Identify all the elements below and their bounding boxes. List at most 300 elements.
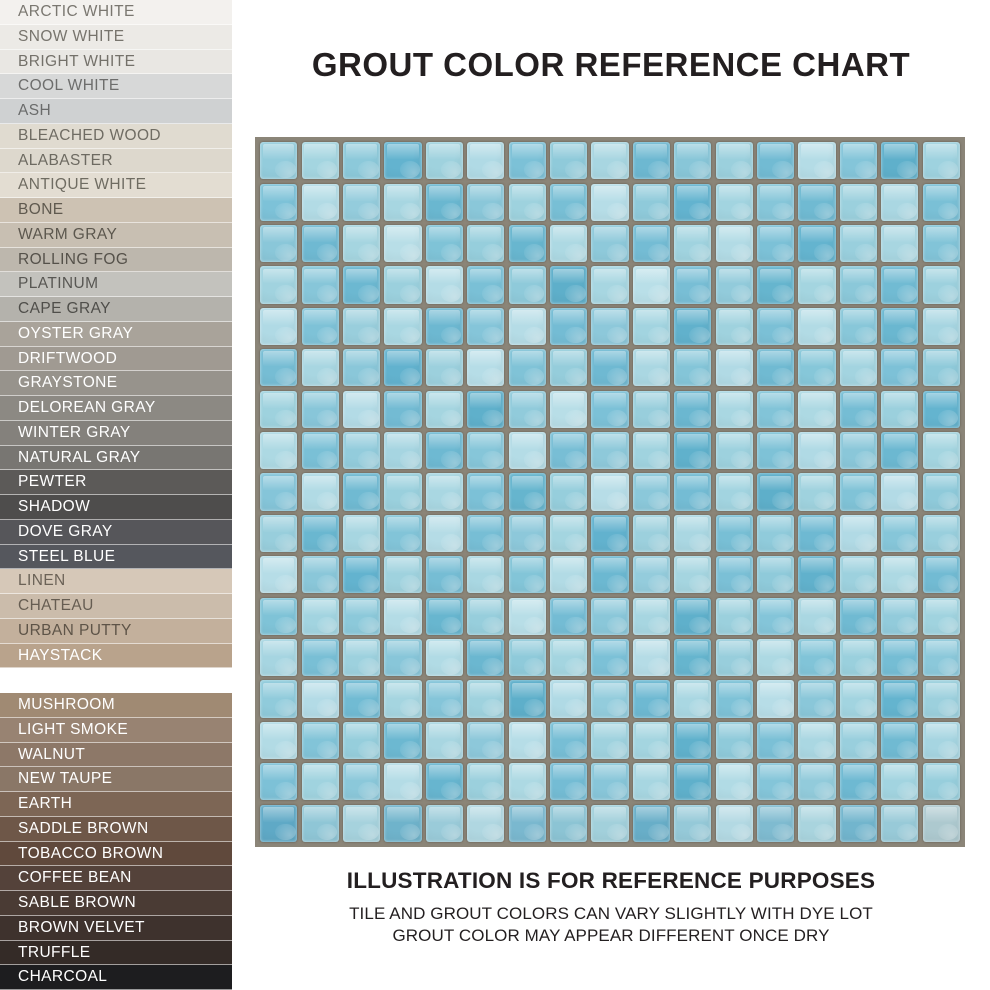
swatch-row[interactable] bbox=[0, 743, 232, 768]
swatch-row[interactable] bbox=[0, 248, 232, 273]
mosaic-tile bbox=[550, 391, 587, 428]
mosaic-tile bbox=[550, 598, 587, 635]
mosaic-tile bbox=[881, 184, 918, 221]
footer-headline: ILLUSTRATION IS FOR REFERENCE PURPOSES bbox=[346, 868, 876, 893]
mosaic-tile bbox=[674, 225, 711, 262]
mosaic-tile bbox=[260, 142, 297, 179]
mosaic-tile bbox=[716, 225, 753, 262]
swatch-label: ALABASTER bbox=[18, 151, 113, 169]
mosaic-tile bbox=[798, 266, 835, 303]
mosaic-tile bbox=[881, 473, 918, 510]
mosaic-tile bbox=[923, 184, 960, 221]
swatch-label: CHATEAU bbox=[18, 597, 94, 615]
mosaic-tile bbox=[302, 515, 339, 552]
footer-line-1: TILE AND GROUT COLORS CAN VARY SLIGHTLY WITH DYE LOT bbox=[349, 904, 873, 923]
mosaic-tile bbox=[302, 225, 339, 262]
mosaic-tile bbox=[467, 142, 504, 179]
mosaic-tile bbox=[509, 266, 546, 303]
swatch-label: ARCTIC WHITE bbox=[18, 3, 135, 21]
mosaic-tile bbox=[260, 349, 297, 386]
mosaic-tile bbox=[384, 515, 421, 552]
mosaic-tile bbox=[881, 515, 918, 552]
swatch-label: COFFEE BEAN bbox=[18, 869, 132, 887]
mosaic-tile bbox=[757, 142, 794, 179]
swatch-row[interactable] bbox=[0, 495, 232, 520]
mosaic-tile bbox=[467, 308, 504, 345]
mosaic-tile bbox=[674, 432, 711, 469]
mosaic-tile bbox=[550, 349, 587, 386]
swatch-label: TOBACCO BROWN bbox=[18, 844, 164, 862]
mosaic-tile bbox=[840, 722, 877, 759]
mosaic-tile bbox=[716, 805, 753, 842]
mosaic-tile bbox=[716, 349, 753, 386]
mosaic-tile bbox=[550, 805, 587, 842]
mosaic-tile bbox=[840, 556, 877, 593]
mosaic-tile bbox=[716, 473, 753, 510]
mosaic-tile bbox=[716, 515, 753, 552]
mosaic-tile bbox=[509, 556, 546, 593]
mosaic-tile bbox=[302, 432, 339, 469]
mosaic-tile bbox=[302, 805, 339, 842]
mosaic-tile bbox=[716, 763, 753, 800]
mosaic-tile bbox=[467, 432, 504, 469]
swatch-label: URBAN PUTTY bbox=[18, 621, 132, 639]
swatch-row[interactable] bbox=[0, 99, 232, 124]
mosaic-tile bbox=[633, 598, 670, 635]
swatch-label: STEEL BLUE bbox=[18, 547, 116, 565]
mosaic-tile bbox=[757, 680, 794, 717]
mosaic-tile bbox=[591, 225, 628, 262]
mosaic-tile bbox=[923, 266, 960, 303]
mosaic-tile bbox=[757, 473, 794, 510]
mosaic-tile bbox=[633, 639, 670, 676]
mosaic-tile bbox=[757, 184, 794, 221]
mosaic-tile bbox=[881, 266, 918, 303]
swatch-label: EARTH bbox=[18, 795, 73, 813]
chart-panel bbox=[232, 0, 990, 990]
swatch-label: SNOW WHITE bbox=[18, 27, 125, 45]
mosaic-tile bbox=[674, 680, 711, 717]
mosaic-tile bbox=[343, 184, 380, 221]
mosaic-tile bbox=[591, 680, 628, 717]
swatch-row[interactable] bbox=[0, 916, 232, 941]
mosaic-tile bbox=[757, 639, 794, 676]
swatch-row[interactable] bbox=[0, 0, 232, 25]
mosaic-tile bbox=[840, 515, 877, 552]
mosaic-tile bbox=[633, 432, 670, 469]
mosaic-tile bbox=[384, 432, 421, 469]
swatch-row[interactable] bbox=[0, 272, 232, 297]
mosaic-tile bbox=[260, 556, 297, 593]
mosaic-tile bbox=[840, 308, 877, 345]
swatch-row[interactable] bbox=[0, 173, 232, 198]
mosaic-tile bbox=[467, 722, 504, 759]
mosaic-tile bbox=[716, 432, 753, 469]
mosaic-tile bbox=[840, 639, 877, 676]
mosaic-tile bbox=[923, 763, 960, 800]
mosaic-tile bbox=[633, 680, 670, 717]
mosaic-tile bbox=[550, 142, 587, 179]
mosaic-tile bbox=[467, 391, 504, 428]
mosaic-tile bbox=[509, 473, 546, 510]
mosaic-tile bbox=[881, 556, 918, 593]
swatch-label: KHAKI bbox=[18, 671, 67, 689]
mosaic-tile bbox=[343, 722, 380, 759]
mosaic-tile bbox=[343, 763, 380, 800]
mosaic-tile bbox=[260, 598, 297, 635]
swatch-row[interactable] bbox=[0, 50, 232, 75]
mosaic-tile bbox=[343, 142, 380, 179]
mosaic-tile bbox=[881, 722, 918, 759]
mosaic-tile bbox=[384, 722, 421, 759]
mosaic-tile bbox=[674, 349, 711, 386]
mosaic-tile bbox=[384, 763, 421, 800]
mosaic-tile bbox=[591, 473, 628, 510]
swatch-label: DRIFTWOOD bbox=[18, 349, 118, 367]
mosaic-tile bbox=[343, 515, 380, 552]
mosaic-tile bbox=[260, 225, 297, 262]
swatch-row[interactable] bbox=[0, 297, 232, 322]
mosaic-tile bbox=[674, 639, 711, 676]
mosaic-tile bbox=[343, 308, 380, 345]
mosaic-tile bbox=[923, 722, 960, 759]
swatch-label: PEWTER bbox=[18, 473, 87, 491]
mosaic-tile bbox=[840, 432, 877, 469]
mosaic-tile bbox=[260, 515, 297, 552]
mosaic-tile bbox=[550, 266, 587, 303]
mosaic-tile bbox=[384, 225, 421, 262]
swatch-row[interactable] bbox=[0, 223, 232, 248]
mosaic-tile bbox=[674, 515, 711, 552]
mosaic-tile bbox=[426, 515, 463, 552]
swatch-row[interactable] bbox=[0, 446, 232, 471]
mosaic-tile bbox=[591, 391, 628, 428]
mosaic-tile bbox=[633, 473, 670, 510]
swatch-row[interactable] bbox=[0, 149, 232, 174]
mosaic-tile bbox=[426, 598, 463, 635]
mosaic-tile bbox=[798, 805, 835, 842]
swatch-row[interactable] bbox=[0, 842, 232, 867]
mosaic-tile bbox=[757, 763, 794, 800]
mosaic-tile bbox=[757, 598, 794, 635]
swatch-label: SHADOW bbox=[18, 498, 91, 516]
mosaic-tile bbox=[923, 473, 960, 510]
mosaic-tile bbox=[798, 225, 835, 262]
swatch-label: ROLLING FOG bbox=[18, 250, 129, 268]
mosaic-tile bbox=[426, 349, 463, 386]
mosaic-tile bbox=[923, 805, 960, 842]
mosaic-tile bbox=[302, 473, 339, 510]
mosaic-tile bbox=[798, 391, 835, 428]
mosaic-tile bbox=[840, 184, 877, 221]
mosaic-tile bbox=[302, 639, 339, 676]
mosaic-tile bbox=[467, 680, 504, 717]
mosaic-tile bbox=[260, 432, 297, 469]
swatch-row[interactable] bbox=[0, 347, 232, 372]
mosaic-tile bbox=[343, 225, 380, 262]
mosaic-tile bbox=[550, 225, 587, 262]
mosaic-tile bbox=[260, 473, 297, 510]
mosaic-tile bbox=[260, 391, 297, 428]
mosaic-tile bbox=[633, 349, 670, 386]
swatch-label: BROWN VELVET bbox=[18, 918, 145, 936]
mosaic-tile bbox=[302, 680, 339, 717]
swatch-row[interactable] bbox=[0, 74, 232, 99]
mosaic-tile bbox=[923, 556, 960, 593]
swatch-label: WARM GRAY bbox=[18, 225, 118, 243]
swatch-row[interactable] bbox=[0, 718, 232, 743]
swatch-row[interactable] bbox=[0, 644, 232, 669]
swatch-label: CAPE GRAY bbox=[18, 300, 111, 318]
mosaic-tile bbox=[509, 184, 546, 221]
mosaic-tile bbox=[716, 308, 753, 345]
mosaic-tile bbox=[881, 432, 918, 469]
swatch-row[interactable] bbox=[0, 941, 232, 966]
mosaic-tile bbox=[260, 805, 297, 842]
mosaic-tile bbox=[881, 598, 918, 635]
swatch-label: ANTIQUE WHITE bbox=[18, 176, 147, 194]
swatch-row[interactable] bbox=[0, 891, 232, 916]
footer-line-2: GROUT COLOR MAY APPEAR DIFFERENT ONCE DRY bbox=[392, 926, 830, 946]
mosaic-tile bbox=[426, 556, 463, 593]
mosaic-tile bbox=[881, 639, 918, 676]
mosaic-tile bbox=[633, 225, 670, 262]
mosaic-tile bbox=[798, 598, 835, 635]
mosaic-tile bbox=[923, 432, 960, 469]
mosaic-tile bbox=[757, 515, 794, 552]
mosaic-tile bbox=[633, 266, 670, 303]
swatch-row[interactable] bbox=[0, 322, 232, 347]
swatch-label: SADDLE BROWN bbox=[18, 819, 149, 837]
mosaic-tile bbox=[757, 266, 794, 303]
tile-mosaic-illustration bbox=[255, 137, 965, 847]
mosaic-tile bbox=[591, 349, 628, 386]
mosaic-tile bbox=[633, 515, 670, 552]
swatch-row[interactable] bbox=[0, 25, 232, 50]
mosaic-tile bbox=[302, 184, 339, 221]
swatch-row[interactable] bbox=[0, 619, 232, 644]
swatch-row[interactable] bbox=[0, 421, 232, 446]
mosaic-tile bbox=[716, 556, 753, 593]
mosaic-tile bbox=[384, 805, 421, 842]
mosaic-tile bbox=[591, 515, 628, 552]
mosaic-tile bbox=[384, 473, 421, 510]
swatch-label: COOL WHITE bbox=[18, 77, 120, 95]
mosaic-tile bbox=[798, 639, 835, 676]
mosaic-tile bbox=[633, 763, 670, 800]
swatch-label: OYSTER GRAY bbox=[18, 324, 134, 342]
mosaic-tile bbox=[343, 473, 380, 510]
mosaic-tile bbox=[260, 184, 297, 221]
mosaic-tile bbox=[798, 349, 835, 386]
mosaic-tile bbox=[633, 805, 670, 842]
mosaic-tile bbox=[716, 391, 753, 428]
mosaic-tile bbox=[302, 722, 339, 759]
swatch-row[interactable] bbox=[0, 767, 232, 792]
mosaic-tile bbox=[757, 432, 794, 469]
mosaic-tile bbox=[716, 266, 753, 303]
mosaic-tile bbox=[881, 763, 918, 800]
mosaic-tile bbox=[343, 266, 380, 303]
swatch-label: HAYSTACK bbox=[18, 646, 103, 664]
mosaic-tile bbox=[509, 349, 546, 386]
mosaic-tile bbox=[633, 391, 670, 428]
mosaic-tile bbox=[881, 805, 918, 842]
mosaic-tile bbox=[881, 225, 918, 262]
mosaic-grid bbox=[255, 137, 965, 847]
swatch-row[interactable] bbox=[0, 668, 232, 693]
mosaic-tile bbox=[633, 184, 670, 221]
mosaic-tile bbox=[343, 556, 380, 593]
swatch-row[interactable] bbox=[0, 866, 232, 891]
mosaic-tile bbox=[840, 142, 877, 179]
mosaic-tile bbox=[509, 391, 546, 428]
mosaic-tile bbox=[260, 639, 297, 676]
swatch-label: TRUFFLE bbox=[18, 943, 91, 961]
mosaic-tile bbox=[384, 349, 421, 386]
mosaic-tile bbox=[674, 763, 711, 800]
mosaic-tile bbox=[260, 680, 297, 717]
footer-disclaimer bbox=[232, 868, 990, 947]
swatch-row[interactable] bbox=[0, 198, 232, 223]
mosaic-tile bbox=[509, 680, 546, 717]
mosaic-tile bbox=[550, 722, 587, 759]
mosaic-tile bbox=[384, 142, 421, 179]
mosaic-tile bbox=[343, 639, 380, 676]
mosaic-tile bbox=[591, 805, 628, 842]
mosaic-tile bbox=[426, 639, 463, 676]
mosaic-tile bbox=[840, 349, 877, 386]
mosaic-tile bbox=[840, 598, 877, 635]
swatch-row[interactable] bbox=[0, 371, 232, 396]
swatch-label: BONE bbox=[18, 201, 64, 219]
mosaic-tile bbox=[467, 515, 504, 552]
mosaic-tile bbox=[550, 184, 587, 221]
swatch-label: NATURAL GRAY bbox=[18, 448, 141, 466]
mosaic-tile bbox=[426, 142, 463, 179]
mosaic-tile bbox=[384, 598, 421, 635]
swatch-label: DELOREAN GRAY bbox=[18, 399, 156, 417]
mosaic-tile bbox=[674, 184, 711, 221]
mosaic-tile bbox=[384, 266, 421, 303]
mosaic-tile bbox=[674, 722, 711, 759]
mosaic-tile bbox=[343, 680, 380, 717]
mosaic-tile bbox=[260, 266, 297, 303]
swatch-row[interactable] bbox=[0, 545, 232, 570]
mosaic-tile bbox=[343, 349, 380, 386]
swatch-row[interactable] bbox=[0, 520, 232, 545]
mosaic-tile bbox=[426, 184, 463, 221]
swatch-row[interactable] bbox=[0, 693, 232, 718]
mosaic-tile bbox=[757, 349, 794, 386]
mosaic-tile bbox=[798, 722, 835, 759]
mosaic-tile bbox=[550, 639, 587, 676]
mosaic-tile bbox=[591, 722, 628, 759]
mosaic-tile bbox=[384, 556, 421, 593]
mosaic-tile bbox=[757, 225, 794, 262]
swatch-label: WALNUT bbox=[18, 745, 86, 763]
mosaic-tile bbox=[798, 308, 835, 345]
swatch-label: BRIGHT WHITE bbox=[18, 52, 136, 70]
mosaic-tile bbox=[426, 722, 463, 759]
mosaic-tile bbox=[302, 142, 339, 179]
page-title: GROUT COLOR REFERENCE CHART bbox=[311, 46, 911, 83]
mosaic-tile bbox=[757, 722, 794, 759]
mosaic-tile bbox=[302, 391, 339, 428]
mosaic-tile bbox=[467, 639, 504, 676]
mosaic-tile bbox=[550, 432, 587, 469]
mosaic-tile bbox=[923, 680, 960, 717]
mosaic-tile bbox=[550, 556, 587, 593]
mosaic-tile bbox=[343, 598, 380, 635]
swatch-label: SABLE BROWN bbox=[18, 894, 137, 912]
swatch-label: LINEN bbox=[18, 572, 66, 590]
swatch-row[interactable] bbox=[0, 965, 232, 990]
swatch-row[interactable] bbox=[0, 470, 232, 495]
mosaic-tile bbox=[343, 805, 380, 842]
mosaic-tile bbox=[716, 142, 753, 179]
mosaic-tile bbox=[798, 763, 835, 800]
mosaic-tile bbox=[467, 184, 504, 221]
mosaic-tile bbox=[674, 598, 711, 635]
swatch-row[interactable] bbox=[0, 569, 232, 594]
mosaic-tile bbox=[384, 184, 421, 221]
swatch-row[interactable] bbox=[0, 396, 232, 421]
swatch-row[interactable] bbox=[0, 124, 232, 149]
mosaic-tile bbox=[302, 266, 339, 303]
mosaic-tile bbox=[384, 680, 421, 717]
mosaic-tile bbox=[923, 308, 960, 345]
mosaic-tile bbox=[509, 639, 546, 676]
swatch-label: LIGHT SMOKE bbox=[18, 720, 129, 738]
mosaic-tile bbox=[881, 308, 918, 345]
swatch-row[interactable] bbox=[0, 817, 232, 842]
mosaic-tile bbox=[591, 308, 628, 345]
mosaic-tile bbox=[798, 556, 835, 593]
mosaic-tile bbox=[798, 515, 835, 552]
mosaic-tile bbox=[467, 805, 504, 842]
mosaic-tile bbox=[302, 349, 339, 386]
swatch-row[interactable] bbox=[0, 792, 232, 817]
mosaic-tile bbox=[302, 556, 339, 593]
mosaic-tile bbox=[674, 308, 711, 345]
mosaic-tile bbox=[509, 722, 546, 759]
swatch-label: BLEACHED WOOD bbox=[18, 126, 161, 144]
mosaic-tile bbox=[467, 556, 504, 593]
mosaic-tile bbox=[591, 142, 628, 179]
mosaic-tile bbox=[509, 598, 546, 635]
mosaic-tile bbox=[757, 308, 794, 345]
mosaic-tile bbox=[426, 225, 463, 262]
mosaic-tile bbox=[509, 805, 546, 842]
mosaic-tile bbox=[509, 308, 546, 345]
mosaic-tile bbox=[426, 308, 463, 345]
swatch-label: MUSHROOM bbox=[18, 696, 116, 714]
swatch-label: WINTER GRAY bbox=[18, 423, 131, 441]
mosaic-tile bbox=[260, 308, 297, 345]
mosaic-tile bbox=[923, 639, 960, 676]
mosaic-tile bbox=[633, 308, 670, 345]
mosaic-tile bbox=[467, 598, 504, 635]
mosaic-tile bbox=[757, 805, 794, 842]
mosaic-tile bbox=[467, 349, 504, 386]
mosaic-tile bbox=[550, 763, 587, 800]
mosaic-tile bbox=[881, 680, 918, 717]
swatch-label: ASH bbox=[18, 102, 52, 120]
mosaic-tile bbox=[798, 680, 835, 717]
swatch-row[interactable] bbox=[0, 594, 232, 619]
mosaic-tile bbox=[550, 680, 587, 717]
